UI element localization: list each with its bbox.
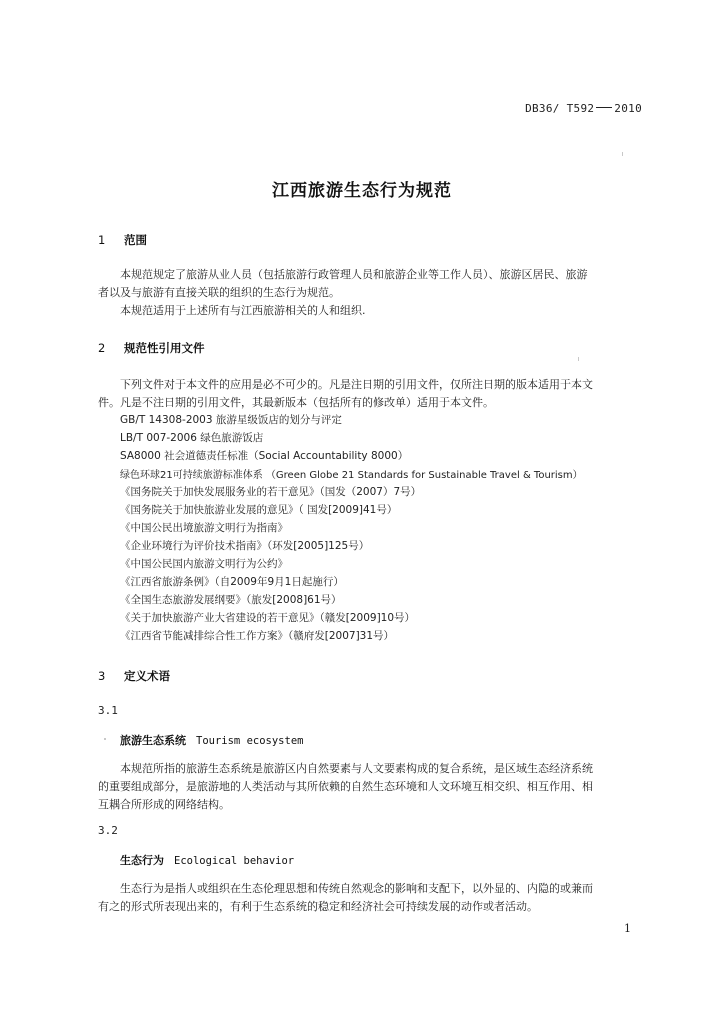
term-3-2-definition-line-1: 生态行为是指人或组织在生态伦理思想和传统自然观念的影响和支配下，以外显的、内隐的或兼而 <box>120 882 593 895</box>
section-number: 3 <box>98 669 106 683</box>
term-chinese: 旅游生态系统 <box>120 734 186 747</box>
reference-item: 《全国生态旅游发展纲要》（旅发[2008]61号） <box>120 594 342 606</box>
scope-paragraph-2: 本规范适用于上述所有与江西旅游相关的人和组织. <box>120 304 366 317</box>
term-3-2-definition-line-2: 有之的形式所表现出来的，有利于生态系统的稳定和经济社会可持续发展的动作或者活动。 <box>98 900 538 913</box>
reference-item: 《国务院关于加快旅游业发展的意见》（ 国发[2009]41号） <box>120 504 398 516</box>
term-english: Ecological behavior <box>174 855 295 867</box>
scan-mark <box>622 152 623 156</box>
reference-item: 《中国公民出境旅游文明行为指南》 <box>120 522 288 534</box>
reference-item: 《中国公民国内旅游文明行为公约》 <box>120 558 288 570</box>
term-chinese: 生态行为 <box>120 854 164 867</box>
term-3-1-definition-line-2: 的重要组成部分，是旅游地的人类活动与其所依赖的自然生态环境和人文环境互相交织、相互作用、相 <box>98 780 593 793</box>
scope-paragraph-1-line-1: 本规范规定了旅游从业人员（包括旅游行政管理人员和旅游企业等工作人员）、旅游区居民、旅游 <box>120 268 588 281</box>
term-number-3-1: 3.1 <box>98 704 118 717</box>
term-number-3-2: 3.2 <box>98 824 118 837</box>
term-english: Tourism ecosystem <box>196 735 304 747</box>
section-title: 范围 <box>124 233 147 247</box>
section-number: 1 <box>98 233 106 247</box>
section-3-heading <box>98 668 170 684</box>
scope-paragraph-1-line-2: 者以及与旅游有直接关联的组织的生态行为规范。 <box>98 286 340 299</box>
section-number: 2 <box>98 341 106 355</box>
references-intro-line-2: 件。凡是不注日期的引用文件，其最新版本（包括所有的修改单）适用于本文件。 <box>98 396 494 409</box>
scan-mark <box>578 357 579 361</box>
page-number: 1 <box>624 922 631 935</box>
section-title: 定义术语 <box>124 669 170 683</box>
references-intro-line-1: 下列文件对于本文件的应用是必不可少的。凡是注日期的引用文件，仅所注日期的版本适用于本文 <box>120 378 593 391</box>
standard-code <box>525 102 642 115</box>
document-title: 江西旅游生态行为规范 <box>272 181 452 201</box>
reference-item: 《江西省节能减排综合性工作方案》（赣府发[2007]31号） <box>120 630 395 642</box>
section-1-heading <box>98 232 147 248</box>
section-title: 规范性引用文件 <box>124 341 205 355</box>
standard-code-year: 2010 <box>614 102 642 115</box>
scan-mark <box>104 738 106 740</box>
reference-item: 《企业环境行为评价技术指南》（环发[2005]125号） <box>120 540 370 552</box>
term-3-1-definition-line-1: 本规范所指的旅游生态系统是旅游区内自然要素与人文要素构成的复合系统，是区域生态经济系统 <box>120 762 593 775</box>
standard-code-prefix: DB36/ T592 <box>525 102 595 115</box>
reference-item: 《国务院关于加快发展服务业的若干意见》（国发（2007）7号） <box>120 486 422 498</box>
reference-item: LB/T 007-2006 绿色旅游饭店 <box>120 432 264 444</box>
reference-item: 《江西省旅游条例》（自2009年9月1日起施行） <box>120 576 344 588</box>
section-2-heading <box>98 340 205 356</box>
reference-item: 《关于加快旅游产业大省建设的若干意见》（赣发[2009]10号） <box>120 612 416 624</box>
term-3-2-heading <box>120 852 294 868</box>
reference-item: GB/T 14308-2003 旅游星级饭店的划分与评定 <box>120 414 342 426</box>
term-3-1-heading <box>120 732 303 748</box>
reference-item: 绿色环球21可持续旅游标准体系 （Green Globe 21 Standards for Sustainable Travel & Tourism） <box>120 470 583 481</box>
reference-item: SA8000 社会道德责任标准（Social Accountability 8000） <box>120 450 409 462</box>
term-3-1-definition-line-3: 互耦合所形成的网络结构。 <box>98 798 230 811</box>
